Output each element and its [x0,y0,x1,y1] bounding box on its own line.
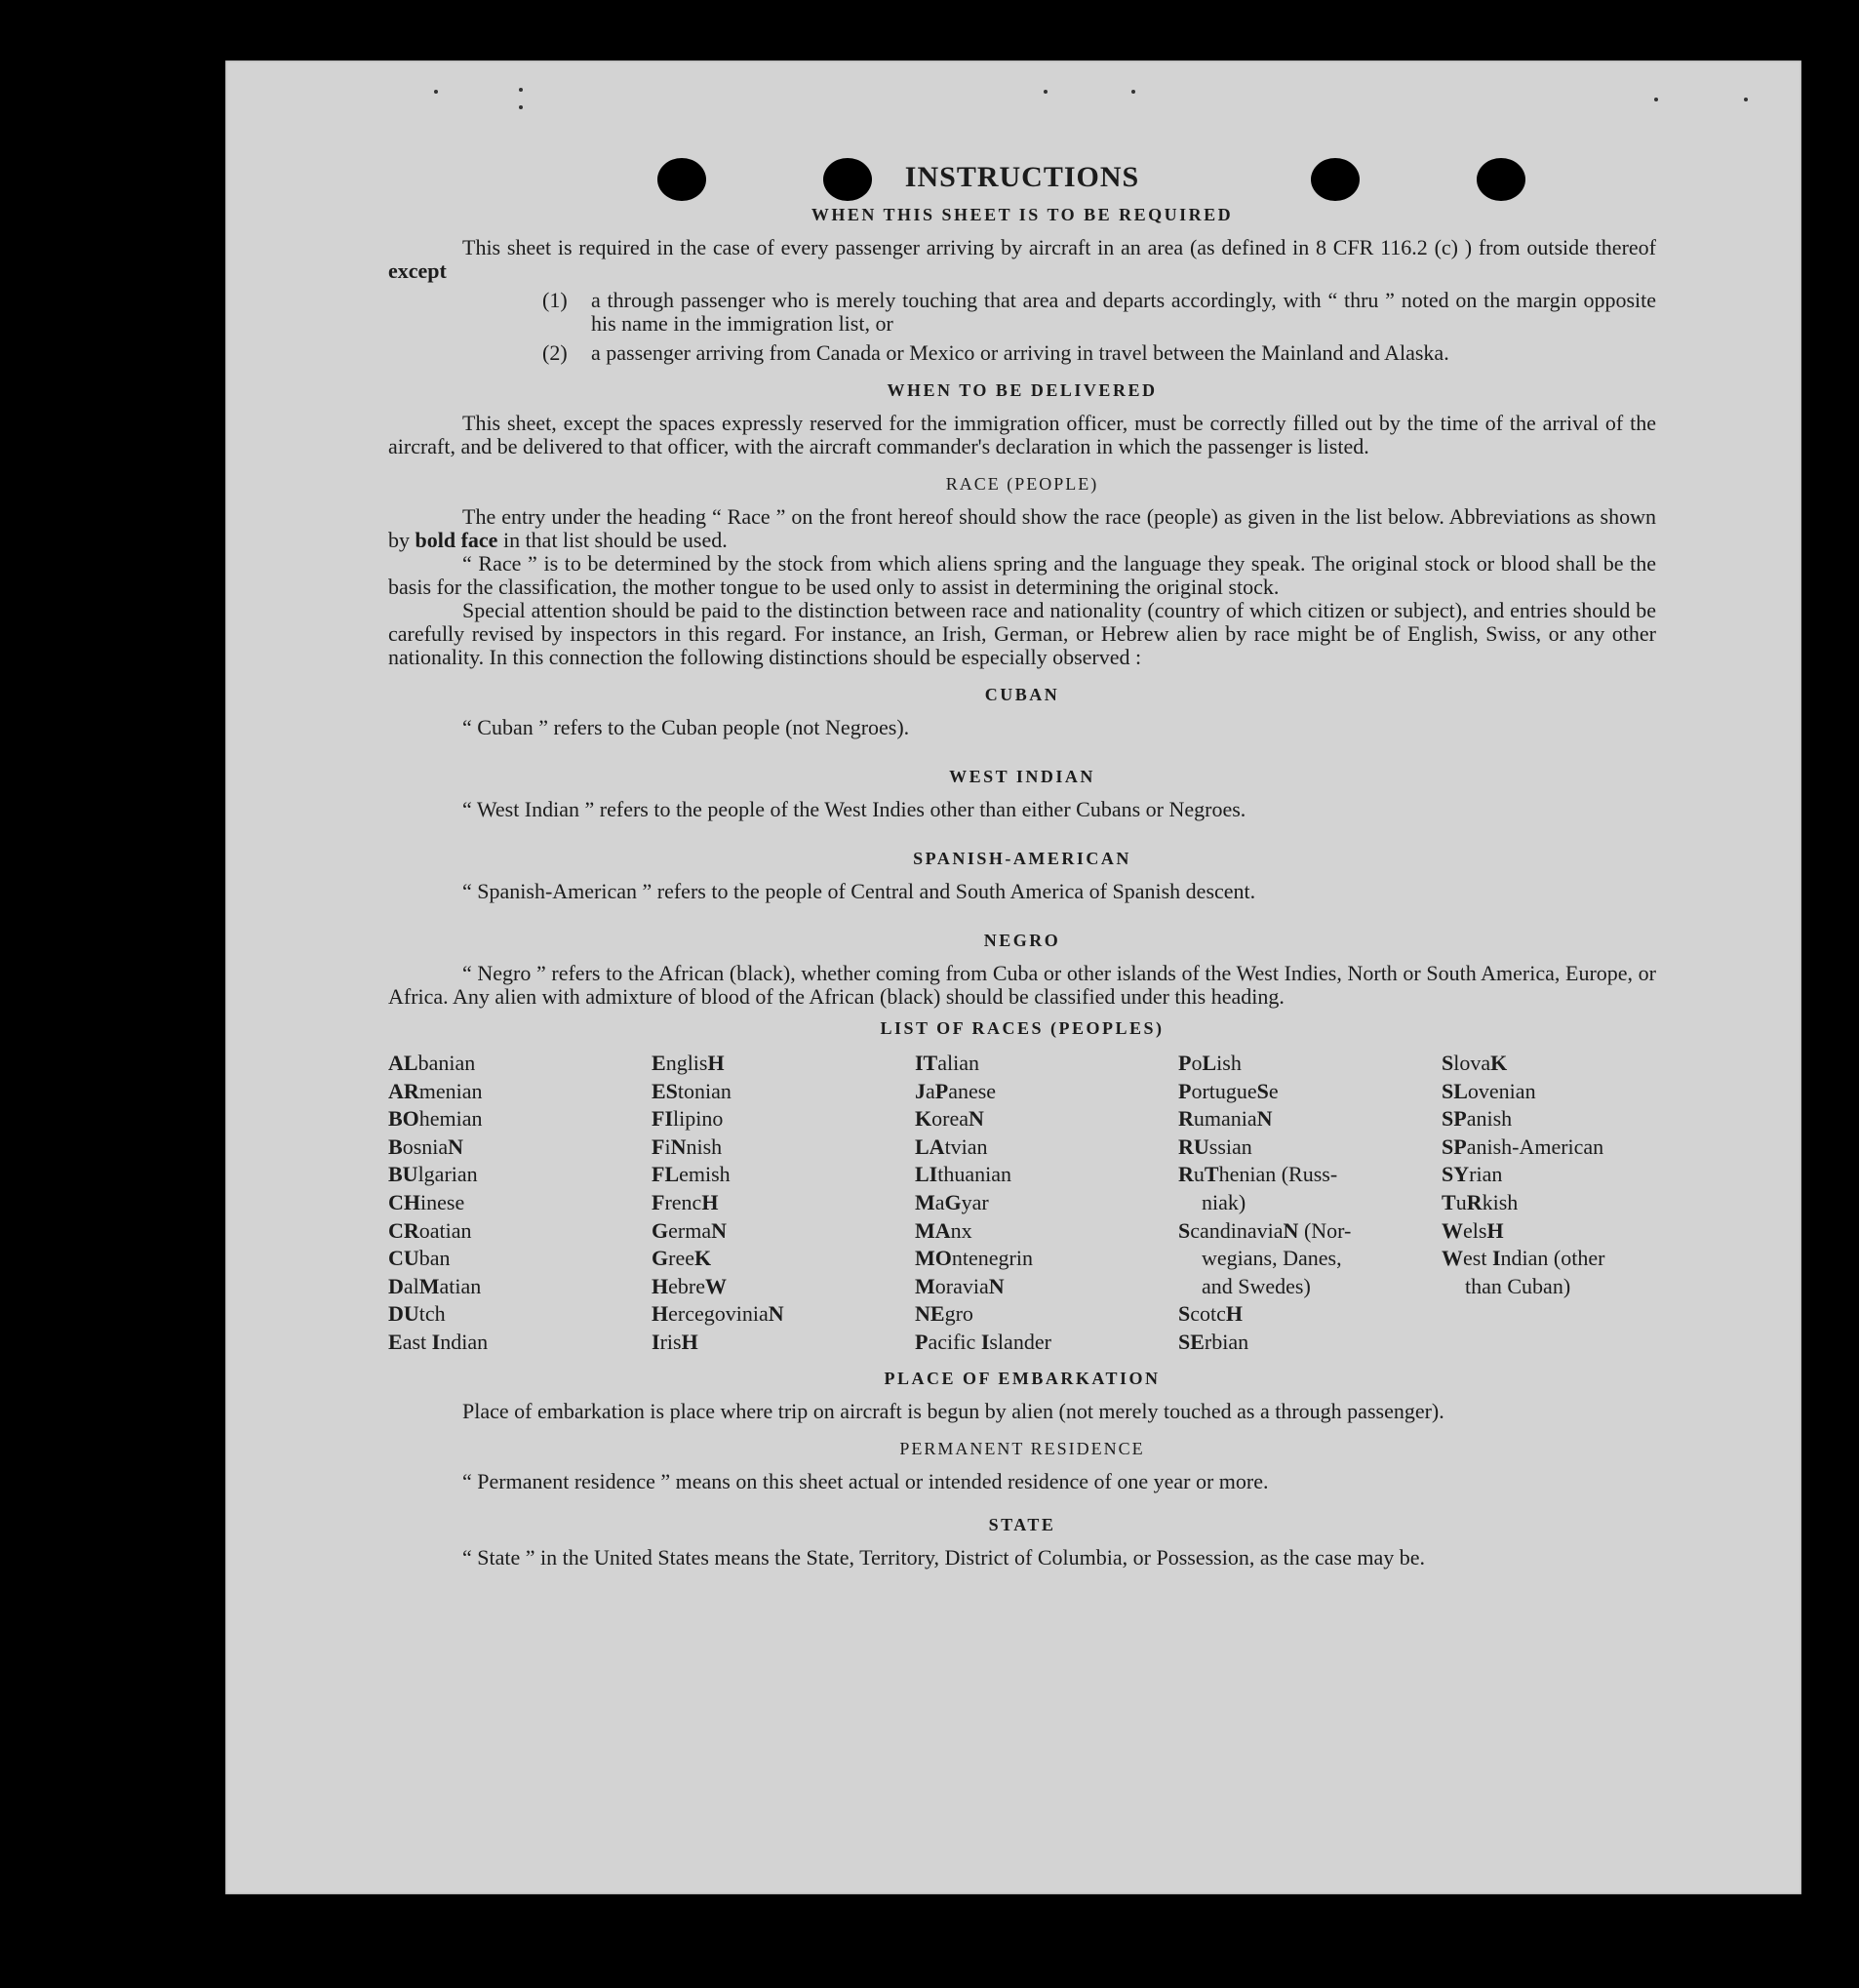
instructions-text [388,161,1656,1570]
race-item: BUlgarian [388,1162,478,1187]
race-item: HercegoviniaN [652,1301,784,1327]
clause-2: (2) a passenger arriving from Canada or Mexico or arriving in travel between the Mainland and Alaska. [542,340,1449,365]
race-item: GreeK [652,1246,712,1271]
race-item: MaGyar [915,1189,989,1214]
race-item: KoreaN [915,1106,984,1132]
negro-text: “ Negro ” refers to the African (black), whether coming from Cuba or other islands of the West Indies, North or South America, Europe, or Africa. Any alien with admixture of blood of the African (black) should be classified under this heading. [388,961,1656,1009]
race-item: ITalian [915,1051,980,1075]
race-item: EStonian [652,1078,732,1103]
race-list [388,1050,1656,1357]
race-item: SlovaK [1442,1051,1508,1075]
race-column [915,1050,1178,1357]
race-item-continuation: and Swedes) [1202,1273,1311,1298]
race-column [1442,1050,1656,1357]
race-item: FiNnish [652,1133,723,1159]
speck [1744,98,1748,101]
spanish-american-text: “ Spanish-American ” refers to the people of Central and South America of Spanish descent. [462,879,1256,903]
heading-state: STATE [988,1514,1056,1534]
race-item: SErbian [1178,1329,1249,1354]
race-item: MoraviaN [915,1273,1005,1298]
race-item: IrisH [652,1329,698,1354]
heading-spanish-american: SPANISH-AMERICAN [913,849,1131,868]
race-item: East Indian [388,1329,489,1354]
heading-when-required: WHEN THIS SHEET IS TO BE REQUIRED [811,205,1234,224]
race-item: MOntenegrin [915,1246,1033,1271]
race-item: ARmenian [388,1078,483,1103]
speck [1131,90,1135,94]
race-item: CRoatian [388,1217,472,1243]
race-item: PoLish [1178,1051,1242,1075]
race-item: FLemish [652,1162,731,1187]
race-item: West Indian (other [1442,1246,1605,1271]
race-item: SLovenian [1442,1078,1536,1103]
heading-race: RACE (PEOPLE) [945,474,1099,494]
race-item: HebreW [652,1273,727,1298]
heading-cuban: CUBAN [984,685,1060,704]
race-item: TuRkish [1442,1189,1519,1214]
race-paragraph-3: Special attention should be paid to the distinction between race and nationality (country of which citizen or subject), and entries should be carefully revised by inspectors in this regard. For instance, an Irish, German, or Hebrew alien by race might be of English, Swiss, or any other nationality. In this connection the following distinctions should be especially observed : [388,598,1656,669]
page-title: INSTRUCTIONS [904,161,1140,193]
race-column [1178,1050,1442,1357]
when-required-intro: This sheet is required in the case of every passenger arriving by aircraft in an area (as defined in 8 CFR 116.2 (c) ) from outside thereof except [388,235,1656,283]
race-item: DUtch [388,1301,446,1327]
west-indian-text: “ West Indian ” refers to the people of the West Indies other than either Cubans or Negroes. [462,797,1246,821]
speck [1654,98,1658,101]
heading-list-of-races: LIST OF RACES (PEOPLES) [880,1018,1165,1038]
race-item: ScandinaviaN (Nor- [1178,1217,1352,1243]
race-item: CUban [388,1246,451,1271]
race-item: ALbanian [388,1051,476,1075]
speck [519,88,523,92]
race-item: NEgro [915,1301,973,1327]
speck [434,90,438,94]
race-item: LIthuanian [915,1162,1012,1187]
race-item: BosniaN [388,1133,464,1159]
heading-negro: NEGRO [983,931,1061,950]
race-item: SYrian [1442,1162,1503,1187]
when-delivered-text: This sheet, except the spaces expressly reserved for the immigration officer, must be correctly filled out by the time of the arrival of the aircraft, and be delivered to that officer, with the aircraft commander's declaration in which the passenger is listed. [388,411,1656,458]
race-item: Pacific Islander [915,1329,1051,1354]
race-item: EnglisH [652,1051,725,1075]
heading-when-delivered: WHEN TO BE DELIVERED [887,380,1158,400]
race-item: WelsH [1442,1217,1504,1243]
race-item-continuation: niak) [1202,1189,1246,1214]
race-item: MAnx [915,1217,972,1243]
race-item: SPanish [1442,1106,1513,1132]
race-item: FrencH [652,1189,719,1214]
race-item-continuation: wegians, Danes, [1202,1246,1342,1271]
heading-permanent-residence: PERMANENT RESIDENCE [899,1438,1145,1458]
speck [519,105,523,109]
race-column [388,1050,652,1357]
race-item: DalMatian [388,1273,482,1298]
permanent-residence-text: “ Permanent residence ” means on this sheet actual or intended residence of one year or more. [462,1468,1269,1493]
race-item: ScotcH [1178,1301,1244,1327]
embarkation-text: Place of embarkation is place where trip on aircraft is begun by alien (not merely touched as a through passenger). [462,1398,1444,1423]
race-item: GermaN [652,1217,727,1243]
race-item: CHinese [388,1189,465,1214]
race-item: PortugueSe [1178,1078,1279,1103]
race-paragraph-1: The entry under the heading “ Race ” on the front hereof should show the race (people) as given in the list below. Abbreviations as shown by bold face in that list should be used. [388,504,1656,552]
race-item: LAtvian [915,1133,988,1159]
race-item: JaPanese [915,1078,997,1103]
race-item: SPanish-American [1442,1133,1604,1159]
race-item: RumaniaN [1178,1106,1273,1132]
speck [1044,90,1048,94]
state-text: “ State ” in the United States means the State, Territory, District of Columbia, or Possession, as the case may be. [462,1544,1426,1570]
race-paragraph-2: “ Race ” is to be determined by the stock from which aliens spring and the language they speak. The original stock or blood shall be the basis for the classification, the mother tongue to be used only to assist in determining the original stock. [388,551,1656,599]
race-item: RUssian [1178,1133,1252,1159]
race-column [652,1050,915,1357]
clause-1: (1) a through passenger who is merely touching that area and departs accordingly, with “ thru ” noted on the margin opposite his name in the immigration list, or [542,288,1656,336]
heading-west-indian: WEST INDIAN [949,767,1095,786]
cuban-text: “ Cuban ” refers to the Cuban people (not Negroes). [462,715,910,739]
race-item: RuThenian (Russ- [1178,1162,1338,1187]
race-item-continuation: than Cuban) [1465,1273,1571,1298]
race-item: FIlipino [652,1106,724,1132]
race-item: BOhemian [388,1106,483,1132]
heading-embarkation: PLACE OF EMBARKATION [884,1368,1161,1388]
